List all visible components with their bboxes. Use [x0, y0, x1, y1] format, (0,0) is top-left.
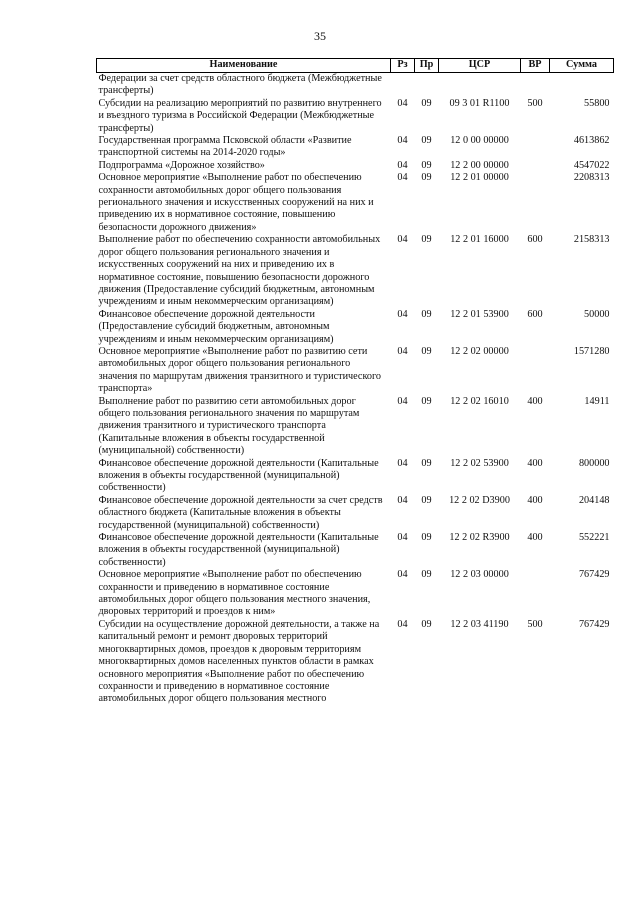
table-row — [97, 98, 614, 135]
cell-csr: 12 2 02 00000 — [450, 345, 509, 357]
cell-vr — [521, 569, 550, 619]
cell-name: Государственная программа Псковской области «Развитие транспортной системы на 2014-2020 годы» — [98, 135, 352, 159]
cell-pr — [415, 73, 439, 98]
table-row — [97, 135, 614, 160]
cell-rz: 04 — [397, 494, 408, 506]
cell-vr — [521, 160, 550, 172]
cell-rz: 04 — [397, 532, 408, 544]
cell-sum: 2208313 — [573, 172, 610, 184]
cell-name: Подпрограмма «Дорожное хозяйство» — [98, 159, 265, 171]
cell-sum: 800000 — [578, 457, 610, 469]
cell-rz: 04 — [397, 97, 408, 109]
cell-sum: 14911 — [584, 395, 610, 407]
cell-csr: 12 2 03 41190 — [450, 618, 509, 630]
cell-pr: 09 — [421, 159, 432, 171]
cell-name: Выполнение работ по развитию сети автомобильных дорог общего пользования регионального значения по маршрутам движения транзитного и туристического транспорта (Капитальные вложения в объекты государственной (муниципальной) собственности) — [98, 395, 360, 457]
cell-csr: 12 2 01 00000 — [450, 172, 509, 184]
cell-sum: 767429 — [578, 569, 610, 581]
cell-rz: 04 — [397, 159, 408, 171]
cell-rz — [391, 73, 415, 98]
cell-csr: 12 2 00 00000 — [450, 159, 509, 171]
cell-name: Субсидии на осуществление дорожной деятельности, а также на капитальный ремонт и ремонт дворовых территорий многоквартирных домов, проездов к дворовым территориям многоквартирных домов населенных пунктов области в рамках основного мероприятия «Выполнение работ по обеспечению сохранности и приведению в нормативное состояние автомобильных дорог общего пользования местного — [98, 618, 380, 705]
cell-sum: 50000 — [584, 308, 610, 320]
cell-rz: 04 — [397, 569, 408, 581]
cell-name: Финансовое обеспечение дорожной деятельности (Капитальные вложения в объекты государственной (муниципальной) собственности) — [98, 457, 379, 494]
cell-sum — [550, 73, 614, 98]
table-row — [97, 172, 614, 234]
column-header-csr: ЦСР — [439, 59, 521, 73]
cell-rz: 04 — [397, 618, 408, 630]
cell-vr: 400 — [527, 532, 543, 544]
cell-name: Основное мероприятие «Выполнение работ по обеспечению сохранности автомобильных дорог общего пользования регионального значения и искусственных сооружений на них и приведению их в нормативное состояние, повышению безопасности дорожного движения» — [98, 172, 374, 233]
cell-vr — [521, 135, 550, 160]
cell-csr: 12 2 02 53900 — [450, 457, 509, 469]
cell-name: Финансовое обеспечение дорожной деятельности (Капитальные вложения в объекты государственной (муниципальной) собственности) — [98, 532, 379, 568]
cell-rz: 04 — [397, 234, 408, 246]
table-row — [97, 569, 614, 619]
cell-vr: 500 — [527, 97, 543, 109]
cell-name: Основное мероприятие «Выполнение работ по развитию сети автомобильных дорог общего пользования регионального значения по маршрутам движения транзитного и туристического транспорта» — [98, 345, 381, 395]
cell-sum: 4613862 — [573, 135, 610, 147]
cell-name: Федерации за счет средств областного бюджета (Межбюджетные трансферты) — [98, 73, 382, 97]
cell-vr: 600 — [527, 308, 543, 320]
table-row — [97, 346, 614, 396]
page-number: 35 — [314, 29, 326, 43]
table-row — [97, 532, 614, 569]
cell-pr: 09 — [421, 457, 432, 469]
table-row — [97, 160, 614, 172]
cell-csr: 12 2 03 00000 — [450, 569, 509, 581]
column-header-pr: Пр — [415, 59, 439, 73]
cell-name: Финансовое обеспечение дорожной деятельности за счет средств областного бюджета (Капитальные вложения в объекты государственной (муниципальной) собственности) — [98, 494, 383, 531]
cell-csr: 12 2 02 D3900 — [449, 494, 510, 506]
cell-vr: 400 — [527, 494, 543, 506]
table-row — [97, 73, 614, 98]
table-row — [97, 458, 614, 495]
cell-pr: 09 — [421, 234, 432, 246]
table-body — [97, 73, 614, 706]
cell-csr: 12 2 02 R3900 — [449, 532, 510, 544]
cell-vr: 400 — [527, 395, 543, 407]
cell-csr: 09 3 01 R1100 — [449, 97, 510, 109]
cell-csr — [439, 73, 521, 98]
table-row — [97, 396, 614, 458]
cell-pr: 09 — [421, 532, 432, 544]
table-row — [97, 495, 614, 532]
cell-csr: 12 2 02 16010 — [450, 395, 509, 407]
cell-pr: 09 — [421, 569, 432, 581]
cell-csr: 12 0 00 00000 — [450, 135, 509, 147]
cell-csr: 12 2 01 53900 — [450, 308, 509, 320]
cell-sum: 204148 — [578, 494, 610, 506]
cell-vr — [521, 346, 550, 396]
budget-table — [96, 58, 614, 706]
cell-sum: 552221 — [578, 532, 610, 544]
cell-sum: 2158313 — [573, 234, 610, 246]
cell-rz: 04 — [397, 172, 408, 184]
cell-pr: 09 — [421, 97, 432, 109]
cell-name: Основное мероприятие «Выполнение работ по обеспечению сохранности и приведению в нормативное состояние автомобильных дорог общего пользования местного значения, дворовых территорий и проездов к ним» — [98, 569, 371, 618]
cell-vr — [521, 73, 550, 98]
column-header-sum: Сумма — [550, 59, 614, 73]
cell-pr: 09 — [421, 618, 432, 630]
cell-name: Финансовое обеспечение дорожной деятельности (Предоставление субсидий бюджетным, автономным учреждениям и иным некоммерческим организациям) — [98, 308, 334, 345]
column-header-rz: Рз — [391, 59, 415, 73]
cell-pr: 09 — [421, 345, 432, 357]
cell-vr: 600 — [527, 234, 543, 246]
cell-rz: 04 — [397, 395, 408, 407]
cell-vr — [521, 172, 550, 234]
cell-pr: 09 — [421, 308, 432, 320]
table-row — [97, 619, 614, 706]
cell-sum: 1571280 — [573, 345, 610, 357]
cell-sum: 767429 — [578, 618, 610, 630]
cell-pr: 09 — [421, 494, 432, 506]
table-row — [97, 309, 614, 346]
cell-sum: 4547022 — [573, 159, 610, 171]
column-header-vr: ВР — [521, 59, 550, 73]
cell-rz: 04 — [397, 135, 408, 147]
column-header-name: Наименование — [97, 59, 391, 73]
cell-name: Субсидии на реализацию мероприятий по развитию внутреннего и въездного туризма в Российской Федерации (Межбюджетные трансферты) — [98, 97, 382, 134]
cell-vr: 500 — [527, 618, 543, 630]
cell-csr: 12 2 01 16000 — [450, 234, 509, 246]
cell-rz: 04 — [397, 457, 408, 469]
cell-pr: 09 — [421, 395, 432, 407]
cell-pr: 09 — [421, 135, 432, 147]
cell-vr: 400 — [527, 457, 543, 469]
cell-name: Выполнение работ по обеспечению сохранности автомобильных дорог общего пользования регионального значения и искусственных сооружений на них и приведению их в нормативное состояние, повышению безопасности дорожного движения (Предоставление субсидий бюджетным, автономным учреждениям и иным некоммерческим организациям) — [98, 234, 381, 308]
table-header — [97, 59, 614, 73]
cell-rz: 04 — [397, 345, 408, 357]
cell-pr: 09 — [421, 172, 432, 184]
table-row — [97, 234, 614, 308]
cell-sum: 55800 — [584, 97, 610, 109]
cell-rz: 04 — [397, 308, 408, 320]
